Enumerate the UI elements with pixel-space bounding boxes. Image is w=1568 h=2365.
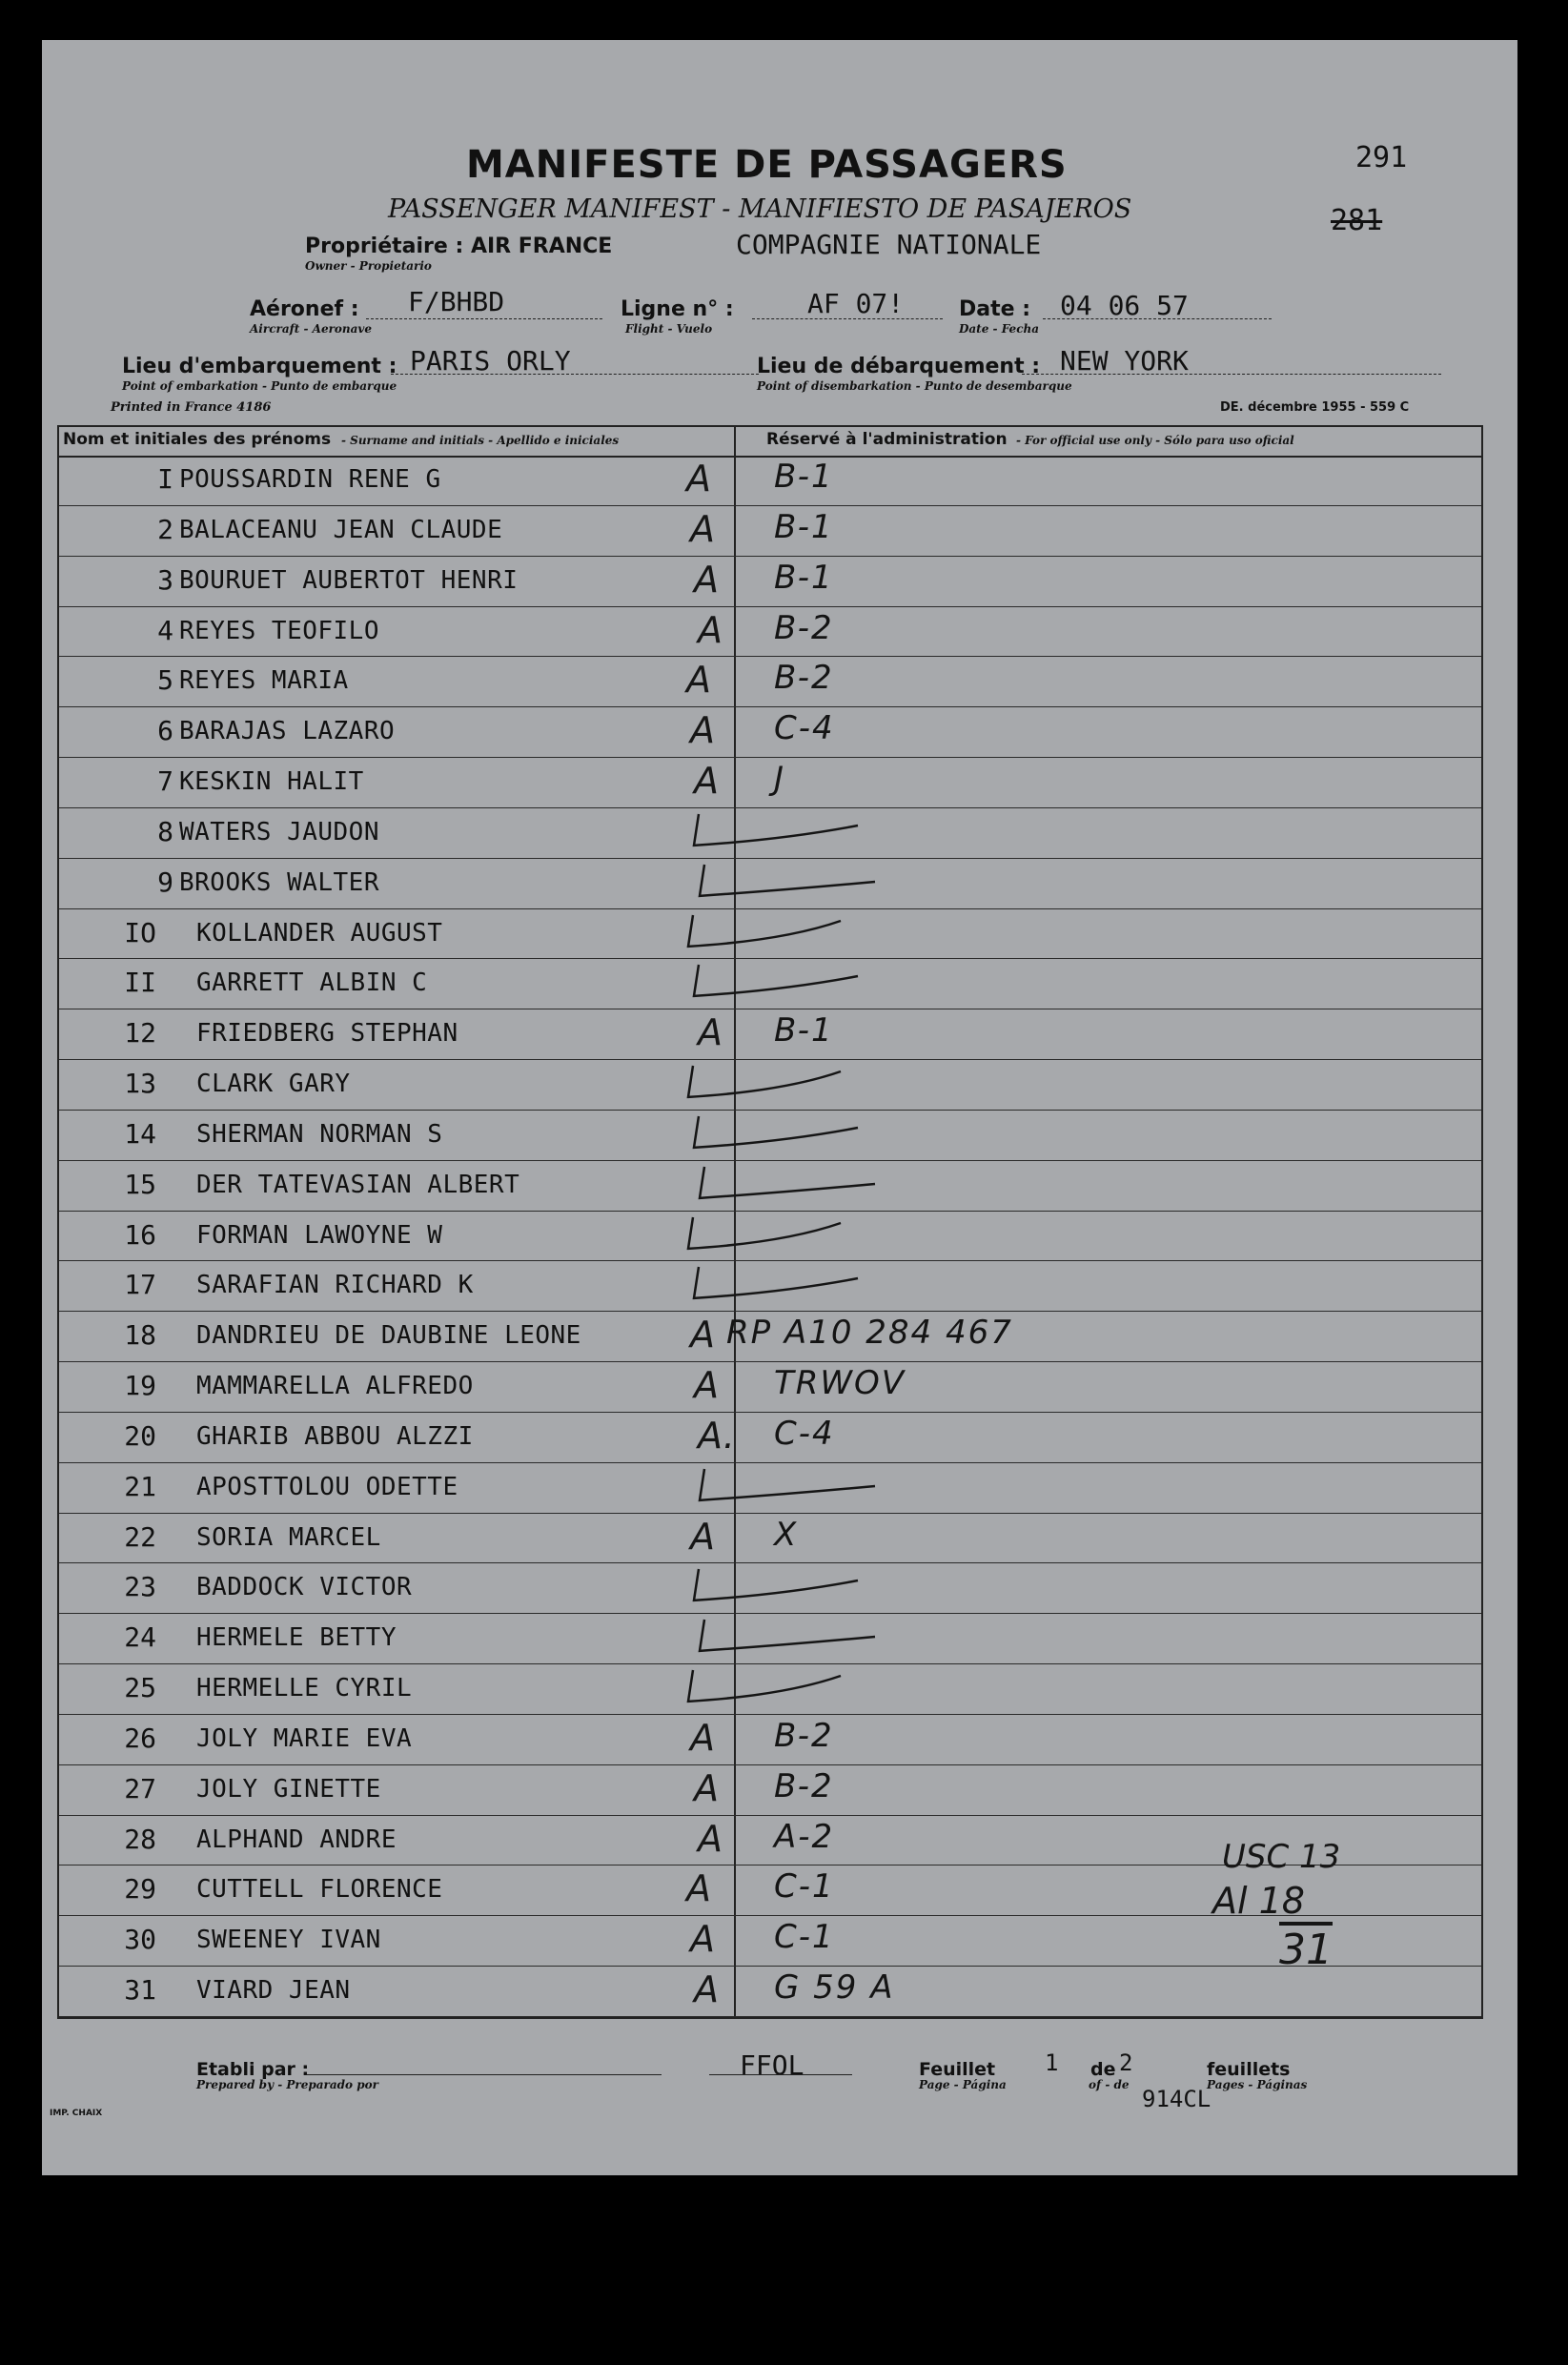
admin-mark: A xyxy=(698,1011,723,1054)
table-row xyxy=(59,1715,1481,1765)
check-mark xyxy=(59,909,917,960)
table-row xyxy=(59,909,1481,960)
admin-note: B-1 xyxy=(774,507,834,546)
passenger-name: REYES MARIA xyxy=(179,666,349,696)
admin-mark: A xyxy=(694,558,719,601)
table-row xyxy=(59,1563,1481,1614)
row-number: IO xyxy=(124,916,156,948)
admin-note: X xyxy=(774,1515,799,1554)
check-mark xyxy=(59,1161,917,1212)
table-row xyxy=(59,506,1481,557)
table-row xyxy=(59,1009,1481,1060)
row-number: 29 xyxy=(124,1873,156,1906)
passenger-name: FRIEDBERG STEPHAN xyxy=(196,1019,458,1049)
admin-mark: A xyxy=(690,1716,715,1759)
table-row xyxy=(59,1261,1481,1312)
table-row xyxy=(59,456,1481,506)
admin-note: C-1 xyxy=(774,1918,835,1957)
admin-mark: A xyxy=(698,608,723,651)
table-row xyxy=(59,859,1481,909)
check-mark xyxy=(59,1212,917,1262)
prepared-sub: Prepared by - Preparado por xyxy=(196,2078,378,2091)
table-row xyxy=(59,1312,1481,1362)
table-row xyxy=(59,657,1481,707)
passenger-name: REYES TEOFILO xyxy=(179,616,379,645)
disembark-sub: Point of disembarkation - Punto de desembarque xyxy=(757,379,1072,393)
row-number: 27 xyxy=(124,1772,156,1804)
admin-note: B-1 xyxy=(774,558,834,597)
col-admin-header: Réservé à l'administration xyxy=(766,430,1008,449)
date-value: 04 06 57 xyxy=(1060,290,1189,321)
of-value: 2 xyxy=(1119,2049,1133,2076)
owner-sub: Owner - Propietario xyxy=(305,259,432,273)
row-number: 22 xyxy=(124,1520,156,1553)
embark-sub: Point of embarkation - Punto de embarque xyxy=(122,379,397,393)
row-number: 8 xyxy=(157,815,173,847)
footer-code: 914CL xyxy=(1142,2086,1212,2112)
passenger-name: CLARK GARY xyxy=(196,1070,351,1099)
admin-mark: A xyxy=(686,1867,711,1910)
table-row xyxy=(59,707,1481,758)
admin-mark: A xyxy=(690,507,715,550)
passenger-name: KOLLANDER AUGUST xyxy=(196,918,443,948)
admin-note: B-2 xyxy=(774,659,834,698)
passenger-name: APOSTTOLOU ODETTE xyxy=(196,1472,458,1501)
check-mark xyxy=(59,1261,917,1312)
admin-note: A-2 xyxy=(774,1817,835,1856)
page-title: MANIFESTE DE PASSAGERS xyxy=(466,143,1068,187)
embark-value: PARIS ORLY xyxy=(410,345,571,377)
passenger-name: DER TATEVASIAN ALBERT xyxy=(196,1170,520,1199)
passenger-name: HERMELLE CYRIL xyxy=(196,1674,413,1703)
date-label: Date : xyxy=(959,297,1031,321)
row-number: 19 xyxy=(124,1370,156,1402)
check-mark xyxy=(59,1664,917,1715)
admin-note: B-2 xyxy=(774,1766,834,1805)
admin-note: C-4 xyxy=(774,1414,835,1453)
row-number: 21 xyxy=(124,1470,156,1502)
passenger-name: BOURUET AUBERTOT HENRI xyxy=(179,565,519,595)
admin-mark: A xyxy=(698,1817,723,1860)
admin-note: B-2 xyxy=(774,1716,834,1755)
table-row xyxy=(59,1060,1481,1111)
disembark-value: NEW YORK xyxy=(1060,345,1189,377)
admin-mark: A xyxy=(686,659,711,702)
table-row xyxy=(59,1967,1481,2017)
row-number: 12 xyxy=(124,1017,156,1050)
passenger-name: POUSSARDIN RENE G xyxy=(179,465,441,494)
table-row xyxy=(59,1111,1481,1161)
form-ref: DE. décembre 1955 - 559 C xyxy=(1220,400,1410,415)
sheet-label: Feuillet xyxy=(919,2059,996,2080)
of-label: de xyxy=(1090,2059,1116,2080)
table-row xyxy=(59,1614,1481,1664)
prepared-label: Etabli par : xyxy=(196,2059,310,2080)
passenger-name: SWEENEY IVAN xyxy=(196,1926,381,1955)
prepared-value: FFOL xyxy=(740,2049,804,2081)
table-row xyxy=(59,1161,1481,1212)
check-mark xyxy=(59,1563,917,1614)
aircraft-sub: Aircraft - Aeronave xyxy=(250,322,373,336)
old-page-number: 281 xyxy=(1331,204,1383,237)
table-header xyxy=(59,427,1481,458)
flight-label: Ligne n° : xyxy=(621,297,734,321)
table-row xyxy=(59,1916,1481,1967)
admin-note: B-1 xyxy=(774,1011,834,1050)
passenger-name: MAMMARELLA ALFREDO xyxy=(196,1372,474,1401)
admin-mark: A xyxy=(690,709,715,752)
admin-note: C-4 xyxy=(774,709,835,748)
sheets-label: feuillets xyxy=(1207,2059,1291,2080)
admin-mark: A xyxy=(694,1968,719,2011)
of-sub: of - de xyxy=(1089,2078,1130,2091)
row-number: 17 xyxy=(124,1269,156,1301)
owner-label: Propriétaire : AIR FRANCE xyxy=(305,234,613,258)
check-mark xyxy=(59,1111,917,1161)
passenger-name: JOLY MARIE EVA xyxy=(196,1723,413,1753)
table-row xyxy=(59,1212,1481,1262)
row-number: 14 xyxy=(124,1117,156,1150)
row-number: 26 xyxy=(124,1722,156,1754)
admin-mark: A xyxy=(694,1364,719,1407)
row-number: II xyxy=(124,967,156,999)
flight-value: AF 07! xyxy=(807,288,905,319)
table-row xyxy=(59,1413,1481,1463)
sheet-value: 1 xyxy=(1045,2049,1059,2076)
row-number: 25 xyxy=(124,1672,156,1704)
row-number: 23 xyxy=(124,1571,156,1603)
table-row xyxy=(59,1664,1481,1715)
side-note-3: 31 xyxy=(1279,1926,1333,1974)
admin-mark: A. xyxy=(698,1414,735,1457)
passenger-table xyxy=(57,425,1483,2019)
passenger-name: SHERMAN NORMAN S xyxy=(196,1119,443,1149)
passenger-name: KESKIN HALIT xyxy=(179,767,364,797)
row-number: 3 xyxy=(157,563,173,596)
table-row xyxy=(59,808,1481,859)
check-mark xyxy=(59,808,917,859)
admin-mark: A xyxy=(690,1314,715,1356)
admin-mark: A xyxy=(690,1918,715,1961)
row-number: 2 xyxy=(157,513,173,545)
side-note-2: Al 18 xyxy=(1212,1880,1305,1922)
page-number: 291 xyxy=(1355,141,1408,174)
passenger-name: CUTTELL FLORENCE xyxy=(196,1875,443,1905)
passenger-name: BADDOCK VICTOR xyxy=(196,1573,413,1602)
col-name-header: Nom et initiales des prénoms xyxy=(63,430,332,449)
row-number: 7 xyxy=(157,765,173,798)
table-row xyxy=(59,607,1481,658)
table-row xyxy=(59,959,1481,1009)
passenger-name: ALPHAND ANDRE xyxy=(196,1825,397,1854)
admin-mark: A xyxy=(690,1515,715,1558)
table-row xyxy=(59,758,1481,808)
owner-value: COMPAGNIE NATIONALE xyxy=(736,229,1042,260)
admin-note: C-1 xyxy=(774,1867,835,1906)
admin-note: J xyxy=(774,760,786,799)
row-number: 15 xyxy=(124,1168,156,1200)
sheets-sub: Pages - Páginas xyxy=(1207,2078,1308,2091)
passenger-name: GHARIB ABBOU ALZZI xyxy=(196,1421,474,1451)
admin-note: B-2 xyxy=(774,608,834,647)
flight-sub: Flight - Vuelo xyxy=(625,322,713,336)
row-number: I xyxy=(157,463,173,495)
passenger-name: FORMAN LAWOYNE W xyxy=(196,1220,443,1250)
aircraft-label: Aéronef : xyxy=(250,297,359,321)
row-number: 20 xyxy=(124,1419,156,1452)
row-number: 6 xyxy=(157,715,173,747)
passenger-name: BALACEANU JEAN CLAUDE xyxy=(179,515,503,544)
table-row xyxy=(59,1765,1481,1816)
admin-note: G 59 A xyxy=(774,1968,895,2008)
passenger-name: BROOKS WALTER xyxy=(179,867,379,897)
table-row xyxy=(59,1362,1481,1413)
passenger-name: SORIA MARCEL xyxy=(196,1522,381,1552)
passenger-name: HERMELE BETTY xyxy=(196,1623,397,1653)
side-note-1: USC 13 xyxy=(1222,1838,1341,1876)
table-row xyxy=(59,557,1481,607)
admin-mark: A xyxy=(694,760,719,803)
aircraft-value: F/BHBD xyxy=(408,286,505,317)
table-row xyxy=(59,1463,1481,1514)
admin-note: B-1 xyxy=(774,458,834,496)
printed-in: Printed in France 4186 xyxy=(111,400,272,415)
passenger-name: SARAFIAN RICHARD K xyxy=(196,1271,474,1300)
col-name-header-sub: - Surname and initials - Apellido e iniciales xyxy=(341,434,620,447)
row-number: 30 xyxy=(124,1924,156,1956)
row-number: 28 xyxy=(124,1823,156,1855)
passenger-name: JOLY GINETTE xyxy=(196,1774,381,1804)
date-sub: Date - Fecha xyxy=(959,322,1039,336)
admin-note: RP A10 284 467 xyxy=(726,1314,1013,1353)
check-mark xyxy=(59,859,917,909)
passenger-name: VIARD JEAN xyxy=(196,1976,351,2006)
embark-label: Lieu d'embarquement : xyxy=(122,355,397,378)
row-number: 4 xyxy=(157,614,173,646)
row-number: 18 xyxy=(124,1319,156,1352)
page-subtitle: PASSENGER MANIFEST - MANIFIESTO DE PASAJEROS xyxy=(388,194,1132,224)
check-mark xyxy=(59,1614,917,1664)
admin-mark: A xyxy=(686,458,711,500)
check-mark xyxy=(59,1463,917,1514)
imprint: IMP. CHAIX xyxy=(50,2109,103,2118)
check-mark xyxy=(59,959,917,1009)
row-number: 9 xyxy=(157,866,173,898)
row-number: 13 xyxy=(124,1068,156,1100)
row-number: 31 xyxy=(124,1974,156,2007)
passenger-name: BARAJAS LAZARO xyxy=(179,717,396,746)
col-admin-header-sub: - For official use only - Sólo para uso oficial xyxy=(1016,434,1294,447)
passenger-name: GARRETT ALBIN C xyxy=(196,968,428,998)
row-number: 24 xyxy=(124,1621,156,1654)
table-row xyxy=(59,1514,1481,1564)
passenger-name: WATERS JAUDON xyxy=(179,817,379,846)
manifest-sheet xyxy=(42,40,1517,2175)
check-mark xyxy=(59,1060,917,1111)
admin-note: TRWOV xyxy=(774,1364,906,1403)
row-number: 5 xyxy=(157,664,173,697)
row-number: 16 xyxy=(124,1218,156,1251)
passenger-name: DANDRIEU DE DAUBINE LEONE xyxy=(196,1321,581,1351)
disembark-label: Lieu de débarquement : xyxy=(757,355,1041,378)
sheet-sub: Page - Página xyxy=(919,2078,1007,2091)
admin-mark: A xyxy=(694,1766,719,1809)
